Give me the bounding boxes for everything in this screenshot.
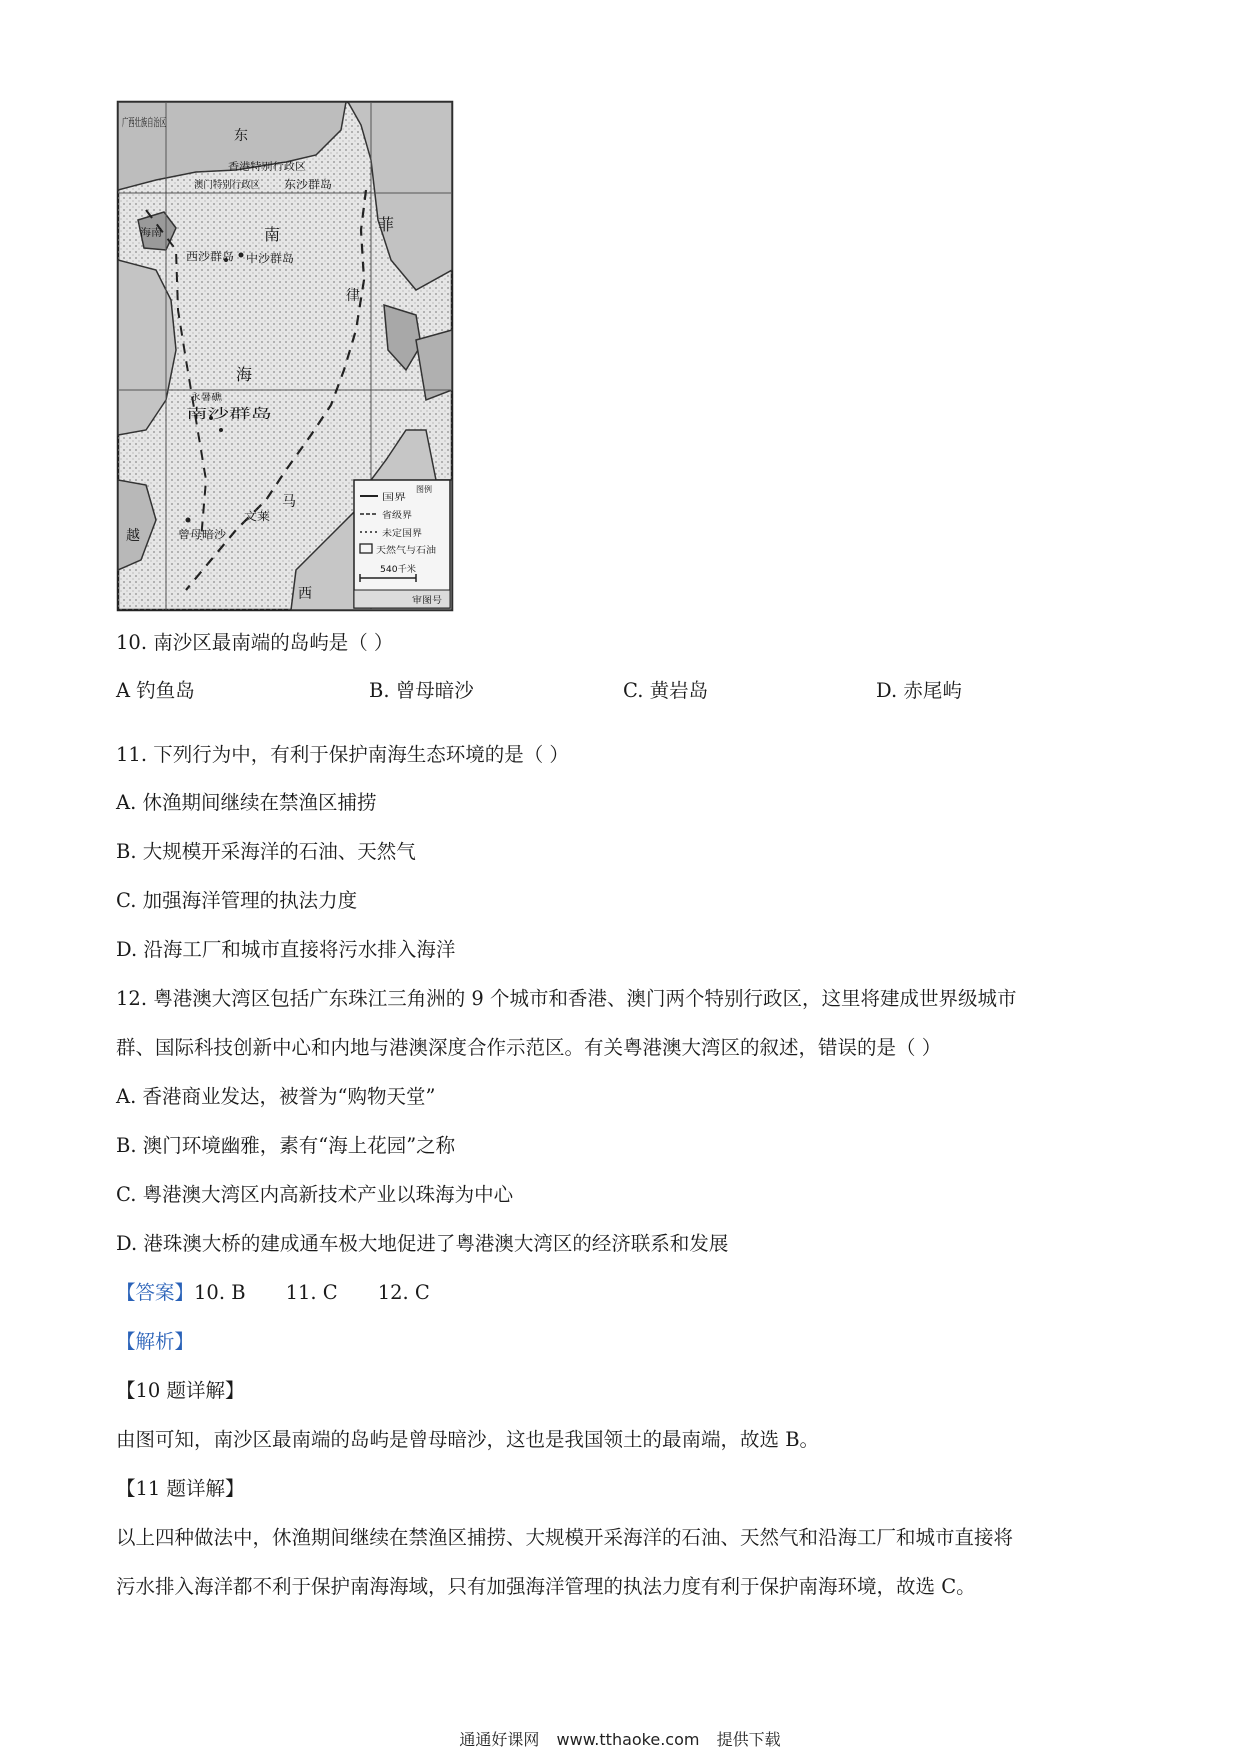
legend-title: 图例 [416, 485, 432, 494]
analysis-q10-text: 由图可知，南沙区最南端的岛屿是曾母暗沙，这也是我国领土的最南端，故选 B。 [116, 1428, 820, 1451]
question-12-stem-line-2: 群、国际科技创新中心和内地与港澳深度合作示范区。有关粤港澳大湾区的叙述，错误的是（ ） [116, 1036, 942, 1059]
legend-item-undefined: 未定国界 [382, 529, 419, 539]
answer-row [116, 1280, 430, 1306]
map-label-lv: 律 [346, 288, 360, 304]
question-12-stem-line-1: 12. 粤港澳大湾区包括广东珠江三角洲的 9 个城市和香港、澳门两个特别行政区，这里将建成世界级城市 [116, 987, 1017, 1010]
question-11-stem: 11. 下列行为中，有利于保护南海生态环境的是（ ） [116, 743, 569, 766]
map-label-fei: 菲 [378, 215, 395, 234]
map-label-zhongsha: 中沙群岛 [246, 252, 290, 265]
question-11-option-a: A. 休渔期间继续在禁渔区捕捞 [116, 791, 377, 814]
map-approval-note: 审图号 [412, 596, 440, 606]
analysis-q11-title: 【11 题详解】 [116, 1477, 245, 1500]
map-label-macao: 澳门特别行政区 [194, 180, 264, 191]
question-11-option-c: C. 加强海洋管理的执法力度 [116, 889, 358, 912]
analysis-label: 【解析】 [116, 1330, 195, 1353]
map-label-wenlai: 文莱 [244, 510, 266, 523]
answer-label: 【答案】 [116, 1281, 195, 1304]
map-label-hai: 海 [236, 365, 253, 384]
map-label-xisha: 西沙群岛 [186, 250, 230, 263]
question-10-stem: 10. 南沙区最南端的岛屿是（ ） [116, 631, 394, 654]
map-label-hongkong: 香港特别行政区 [228, 162, 298, 173]
question-10-option-d: D. 赤尾屿 [876, 679, 962, 702]
map-label-hainan: 海南 [140, 228, 160, 239]
answer-q10: 10. B [194, 1281, 246, 1304]
question-10-option-b: B. 曾母暗沙 [369, 679, 474, 702]
map-label-nan: 南 [264, 225, 281, 244]
footer-tagline: 提供下载 [716, 1730, 781, 1749]
map-label-dongsha: 东沙群岛 [284, 178, 328, 191]
answer-q12: 12. C [377, 1281, 430, 1304]
page-footer [0, 1727, 1240, 1750]
question-11-option-b: B. 大规模开采海洋的石油、天然气 [116, 840, 416, 863]
map-label-yongshu: 永暑礁 [190, 393, 218, 403]
footer-url[interactable]: www.tthaoke.com [556, 1730, 700, 1749]
legend-item-border: 国界 [382, 493, 401, 503]
analysis-q10-title: 【10 题详解】 [116, 1379, 245, 1402]
legend-item-province: 省级界 [382, 511, 410, 521]
question-10-option-c: C. 黄岩岛 [623, 679, 709, 702]
analysis-q11-text-line-1: 以上四种做法中，休渔期间继续在禁渔区捕捞、大规模开采海洋的石油、天然气和沿海工厂和城市直接将 [116, 1526, 1014, 1549]
question-12-option-b: B. 澳门环境幽雅，素有“海上花园”之称 [116, 1134, 456, 1157]
map-label-dong: 东 [234, 128, 248, 144]
question-11-option-d: D. 沿海工厂和城市直接将污水排入海洋 [116, 938, 456, 961]
south-china-sea-map [116, 100, 454, 612]
legend-scale: 540千米 [380, 565, 416, 575]
map-label-ma: 马 [282, 494, 296, 510]
question-12-option-d: D. 港珠澳大桥的建成通车极大地促进了粤港澳大湾区的经济联系和发展 [116, 1232, 729, 1255]
map-label-zengmu: 曾母暗沙 [178, 528, 222, 541]
footer-site-name: 通通好课网 [459, 1730, 540, 1749]
map-label-xi: 西 [298, 586, 312, 602]
question-10-option-a: A 钓鱼岛 [116, 679, 195, 702]
answer-q11: 11. C [285, 1281, 338, 1304]
map-label-yue: 越 [126, 528, 140, 544]
analysis-q11-text-line-2: 污水排入海洋都不利于保护南海海域，只有加强海洋管理的执法力度有利于保护南海环境，故选 C。 [116, 1575, 976, 1598]
question-12-option-c: C. 粤港澳大湾区内高新技术产业以珠海为中心 [116, 1183, 514, 1206]
question-12-option-a: A. 香港商业发达，被誉为“购物天堂” [116, 1085, 436, 1108]
legend-item-gas: 天然气与石油 [376, 546, 431, 556]
map-label-nansha: 南沙群岛 [186, 407, 239, 422]
map-label-guangxi: 广西壮族自治区 [122, 116, 199, 129]
